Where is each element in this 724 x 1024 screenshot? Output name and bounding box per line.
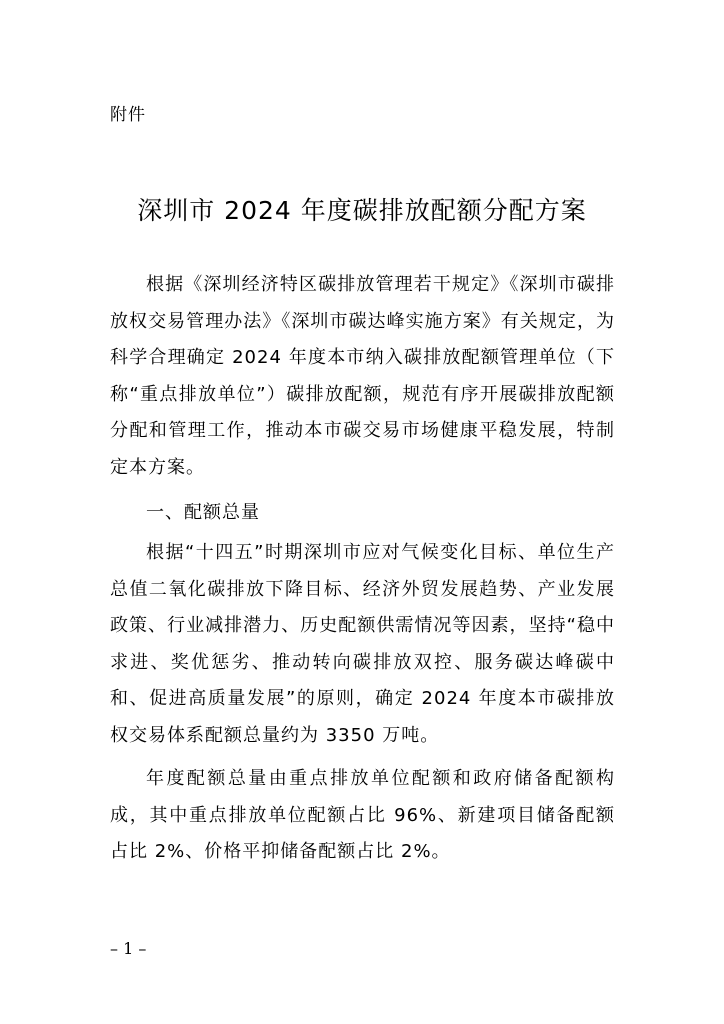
intro-paragraph: 根据《深圳经济特区碳排放管理若干规定》《深圳市碳排放权交易管理办法》《深圳市碳达峰实施方案》有关规定，为科学合理确定 2024 年度本市纳入碳排放配额管理单位（下称“重点排放单位”）碳排放配额，规范有序开展碳排放配额分配和管理工作，推动本市碳交易市场健康平稳发展，特制定本方案。 [110, 274, 615, 478]
quota-composition-paragraph: 年度配额总量由重点排放单位配额和政府储备配额构成，其中重点排放单位配额占比 96%、新建项目储备配额占比 2%、价格平抑储备配额占比 2%。 [110, 768, 615, 863]
section-heading-block [110, 495, 615, 531]
page-number: – 1 – [110, 939, 147, 958]
section-body-block [110, 535, 615, 755]
section-heading-quota-total: 一、配额总量 [146, 502, 260, 523]
quota-principle-paragraph: 根据“十四五”时期深圳市应对气候变化目标、单位生产总值二氧化碳排放下降目标、经济外贸发展趋势、产业发展政策、行业减排潜力、历史配额供需情况等因素，坚持“稳中求进、奖优惩劣、推动转向碳排放双控、服务碳达峰碳中和、促进高质量发展”的原则，确定 2024 年度本市碳排放权交易体系配额总量约为 3350 万吨。 [110, 542, 615, 746]
document-title: 深圳市 2024 年度碳排放配额分配方案 [137, 196, 587, 225]
intro-section [110, 267, 615, 487]
section-composition-block [110, 761, 615, 871]
attachment-label: 附件 [110, 105, 146, 125]
